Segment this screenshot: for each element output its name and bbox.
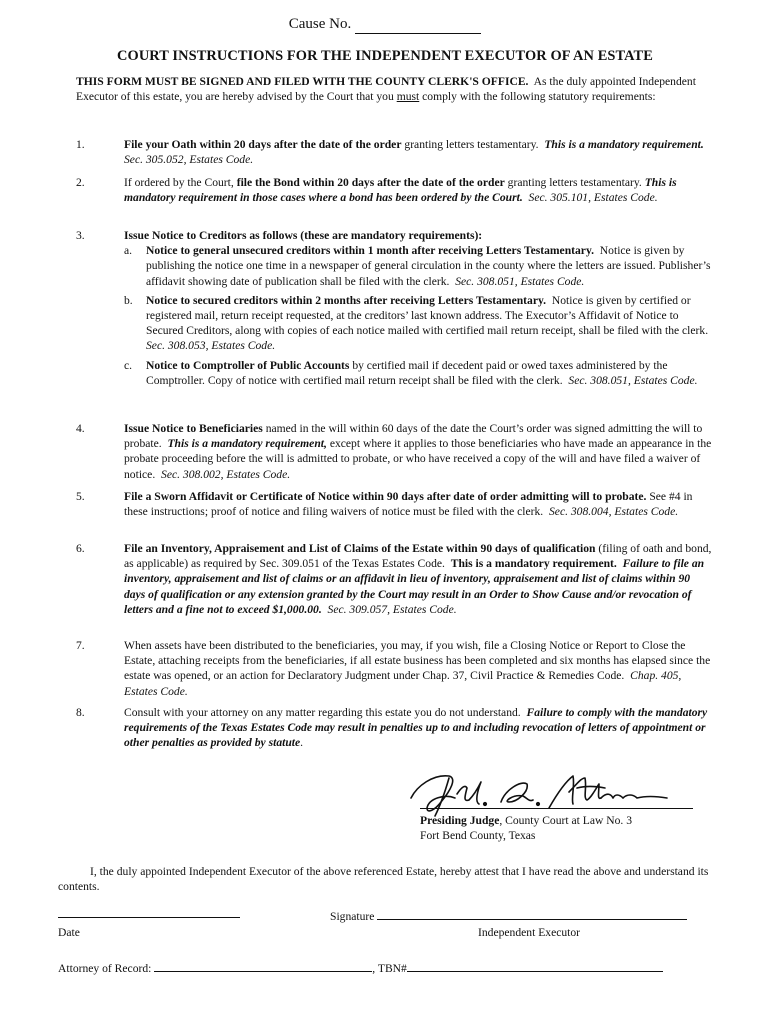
item-penalty: Failure to file an inventory, appraisement and list of claims or an affidavit in lieu of inventory, appraisement and list of claims within 90 days of qualification or any extension granted by the Court may result in an Order to Show Cause and/or revocation of letters and a fine not to exceed $1,000.00. <box>124 557 705 616</box>
item-bold: File your Oath within 20 days after the date of the order <box>124 138 402 151</box>
attorney-field[interactable] <box>154 960 372 972</box>
tbn-label: , TBN# <box>372 962 407 975</box>
sub-citation: Sec. 308.053, Estates Code. <box>146 339 276 353</box>
item-text-b: granting letters testamentary. <box>507 176 642 189</box>
sub-item-b <box>124 293 714 354</box>
executor-signature-field[interactable] <box>377 908 687 920</box>
item-citation: Sec. 305.052, Estates Code. <box>124 153 254 167</box>
sub-citation: Sec. 308.051, Estates Code. <box>568 373 698 387</box>
judge-signature <box>405 768 695 818</box>
instruction-item-4 <box>76 421 714 482</box>
item-number: 1. <box>76 138 85 151</box>
item-text-b: except where it applies to those beneficiaries who have made an appearance in the probate proceeding before the will is admitted to probate, or who have received a copy of the will and have filed a waiver of notice. <box>124 437 712 481</box>
judge-court: , County Court at Law No. 3 <box>499 814 633 827</box>
sub-bold: Notice to Comptroller of Public Accounts <box>146 358 350 372</box>
intro-text-end: comply with the following statutory requirements: <box>422 90 656 104</box>
item-citation: Sec. 309.057, Estates Code. <box>327 602 457 616</box>
cause-number-field[interactable] <box>355 18 481 34</box>
sub-letter: c. <box>124 358 133 372</box>
attestation-paragraph: I, the duly appointed Independent Executor of the above referenced Estate, hereby attest that I have read the above and understand its contents. <box>58 865 709 894</box>
sub-text: Notice is given by certified or registered mail, return receipt requested, at the creditors’ last known address. The Executor’s Affidavit of Notice to Secured Creditors, along with copies of each notice mailed with certified mail return receipt, shall be filed with the clerk. <box>146 293 709 338</box>
item-penalty: Failure to comply with the mandatory requirements of the Texas Estates Code may result in penalties up to and including revocation of letters of appointment or other penalties as provided by statute <box>124 706 708 750</box>
judge-signature-line <box>420 808 693 809</box>
judge-block <box>420 813 720 843</box>
instruction-item-8 <box>76 705 714 751</box>
judge-title: Presiding Judge <box>420 814 500 827</box>
instruction-item-2 <box>76 175 714 205</box>
item-bold: File an Inventory, Appraisement and List of Claims of the Estate within 90 days of qualification <box>124 542 596 555</box>
intro-underlined: must <box>396 90 420 104</box>
item-bold: Issue Notice to Creditors as follows (these are mandatory requirements): <box>124 229 483 242</box>
sub-text: Notice is given by publishing the notice one time in a newspaper of general circulation in the county where the letters are issued. Publisher’s affidavit showing date of publication shall be filed with the clerk. <box>146 244 711 288</box>
item-text: If ordered by the Court, <box>124 176 234 189</box>
item-citation: Chap. 405, Estates Code. <box>124 669 682 698</box>
sub-bold: Notice to secured creditors within 2 months after receiving Letters Testamentary. <box>146 293 547 307</box>
tbn-field[interactable] <box>407 960 663 972</box>
sub-letter: a. <box>124 244 133 258</box>
intro-bold: THIS FORM MUST BE SIGNED AND FILED WITH THE COUNTY CLERK'S OFFICE. <box>76 75 529 88</box>
item-citation: Sec. 308.004, Estates Code. <box>549 505 679 519</box>
document-title: COURT INSTRUCTIONS FOR THE INDEPENDENT EXECUTOR OF AN ESTATE <box>117 48 653 64</box>
item-mandatory: This is mandatory requirement in those cases where a bond has been ordered by the Court. <box>124 176 677 205</box>
item-text: named in the will within 60 days of the date the Court’s order was signed admitting the will to probate. <box>124 422 703 451</box>
sub-bold: Notice to general unsecured creditors within 1 month after receiving Letters Testamentary. <box>146 244 594 258</box>
item-bold: Issue Notice to Beneficiaries <box>124 422 263 435</box>
cause-number <box>0 14 770 34</box>
item-period: . <box>300 736 304 750</box>
date-field[interactable] <box>58 917 240 918</box>
item-number: 3. <box>76 229 85 242</box>
item-number: 7. <box>76 639 85 652</box>
intro-paragraph <box>76 74 714 104</box>
item-text: See #4 in these instructions; proof of notice and filing waivers of notice must be filed with the clerk. <box>124 490 693 519</box>
item-mandatory: This is a mandatory requirement, <box>167 437 327 451</box>
date-label: Date <box>58 926 80 939</box>
intro-text: As the duly appointed Independent Executor of this estate, you are hereby advised by the Court that you <box>76 75 696 104</box>
item-mandatory: This is a mandatory requirement. <box>544 138 704 151</box>
item-number: 2. <box>76 176 85 189</box>
instruction-item-6 <box>76 541 714 617</box>
instruction-item-7 <box>76 638 714 699</box>
judge-county: Fort Bend County, Texas <box>420 829 536 843</box>
item-bold: File a Sworn Affidavit or Certificate of Notice within 90 days after date of order admitting will to probate. <box>124 490 647 503</box>
sub-item-a <box>124 243 714 289</box>
item-bold: file the Bond within 20 days after the date of the order <box>236 176 505 189</box>
sub-citation: Sec. 308.051, Estates Code. <box>455 274 585 288</box>
item-text: granting letters testamentary. <box>404 138 539 151</box>
attorney-row <box>58 960 663 976</box>
item-text: (filing of oath and bond, as applicable) as required by Sec. 309.051 of the Texas Estates Code. <box>124 542 712 571</box>
item-citation: Sec. 305.101, Estates Code. <box>528 191 658 205</box>
attorney-label: Attorney of Record: <box>58 962 152 975</box>
instruction-item-5 <box>76 489 714 519</box>
item-number: 5. <box>76 490 85 503</box>
sub-item-c <box>124 358 714 388</box>
instruction-item-1 <box>76 137 714 167</box>
executor-label: Independent Executor <box>478 926 581 939</box>
sub-letter: b. <box>124 293 133 307</box>
item-mandatory: This is a mandatory requirement. <box>450 557 617 571</box>
instruction-item-3 <box>76 228 714 388</box>
signature-label: Signature <box>330 910 375 923</box>
executor-signature <box>330 908 687 924</box>
cause-number-label: Cause No. <box>288 16 352 32</box>
item-text: When assets have been distributed to the beneficiaries, you may, if you wish, file a Closing Notice or Report to Close the Estate, attaching receipts from the beneficiaries, if all estate business has been completed and six months has elapsed since the estate was opened, or an action for Declaratory Judgment under Chap. 37, Civil Practice & Remedies Code. <box>124 639 711 683</box>
item-citation: Sec. 308.002, Estates Code. <box>161 467 291 481</box>
item-number: 4. <box>76 422 85 435</box>
item-number: 6. <box>76 542 85 555</box>
sub-text: by certified mail if decedent paid or owed taxes administered by the Comptroller. Copy of notice with certified mail return receipt shall be filed with the clerk. <box>146 358 668 387</box>
item-text: Consult with your attorney on any matter regarding this estate you do not understand. <box>124 706 521 719</box>
item-number: 8. <box>76 706 85 719</box>
